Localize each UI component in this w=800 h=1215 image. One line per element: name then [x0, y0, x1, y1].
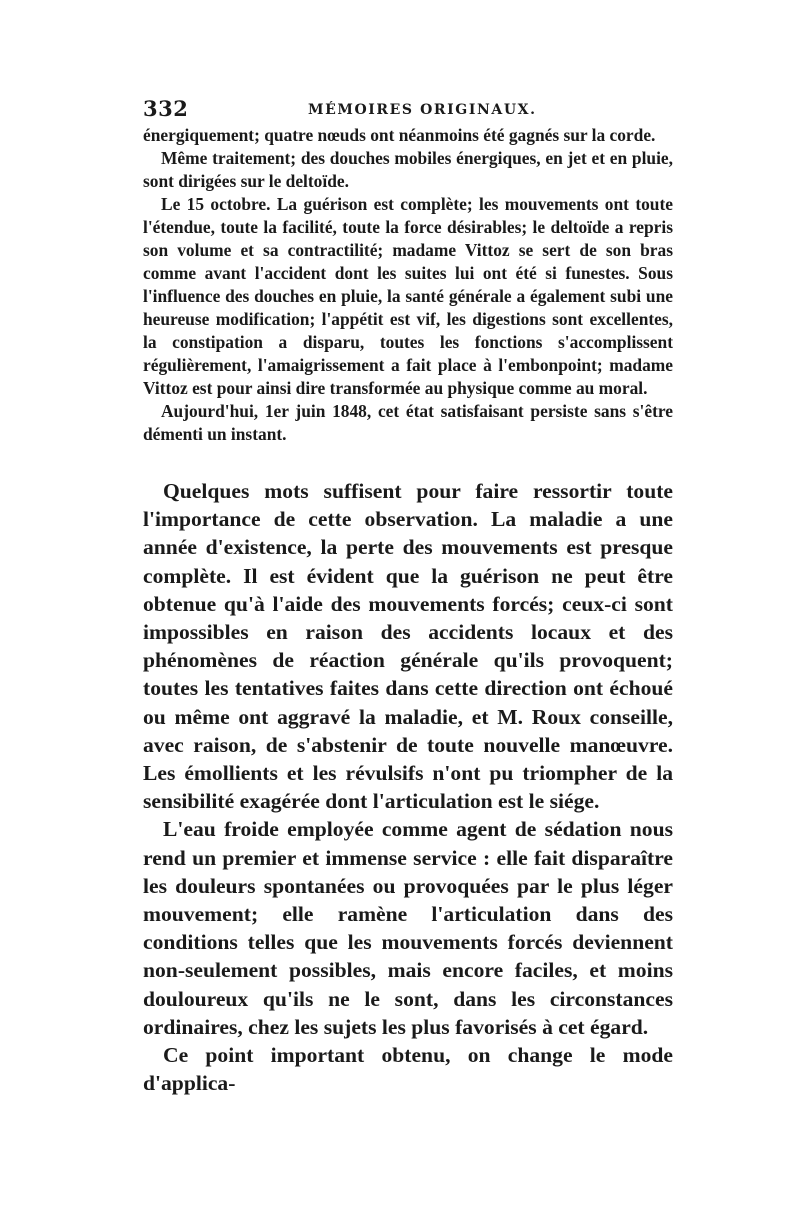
- book-page: [143, 96, 673, 1097]
- paragraph-cold-water: L'eau froide employée comme agent de sédation nous rend un premier et immense service : elle fait disparaître les douleurs spontanées ou provoquées par le plus léger mouvement; elle ramène l'articulation dans des conditions telles que les mouvements forcés deviennent non-seulement possibles, mais encore faciles, et moins douloureux qu'ils ne le sont, dans les circonstances ordinaires, chez les sujets les plus favorisés à cet égard.: [143, 817, 673, 1039]
- running-title: MÉMOIRES ORIGINAUX.: [308, 102, 537, 118]
- paragraph-observation-importance: Quelques mots suffisent pour faire ressortir toute l'importance de cette observation. La maladie a une année d'existence, la perte des mouvements est presque complète. Il est évident que la guérison ne peut être obtenue qu'à l'aide des mouvements forcés; ceux-ci sont impossibles en raison des accidents locaux et des phénomènes de réaction générale qu'ils provoquent; toutes les tentatives faites dans cette direction ont échoué ou même ont aggravé la maladie, et M. Roux conseille, avec raison, de s'abstenir de toute nouvelle manœuvre. Les émollients et les révulsifs n'ont pu triompher de la sensibilité exagérée dont l'articulation est le siége.: [143, 479, 673, 814]
- commentary: [143, 477, 673, 1097]
- paragraph-june-1: Aujourd'hui, 1er juin 1848, cet état satisfaisant persiste sans s'être démenti un instant.: [143, 401, 673, 444]
- paragraph-october-15: Le 15 octobre. La guérison est complète; les mouvements ont toute l'étendue, toute la facilité, toute la force désirables; le deltoïde a repris son volume et sa contractilité; madame Vittoz se sert de son bras comme avant l'accident dont les suites lui ont été si funestes. Sous l'influence des douches en pluie, la santé générale a également subi une heureuse modification; l'appétit est vif, les digestions sont excellentes, la constipation a disparu, toutes les fonctions s'accomplissent régulièrement, l'amaigrissement a fait place à l'embonpoint; madame Vittoz est pour ainsi dire transformée au physique comme au moral.: [143, 194, 673, 398]
- case-notes: [143, 124, 673, 446]
- page-number: 332: [143, 96, 189, 121]
- paragraph-next-step: Ce point important obtenu, on change le mode d'applica-: [143, 1043, 673, 1096]
- section-gap: [143, 446, 673, 477]
- paragraph-continuation: énergiquement; quatre nœuds ont néanmoins été gagnés sur la corde.: [143, 125, 656, 145]
- paragraph-treatment: Même traitement; des douches mobiles énergiques, en jet et en pluie, sont dirigées sur le deltoïde.: [143, 148, 673, 191]
- page-header: [143, 96, 673, 124]
